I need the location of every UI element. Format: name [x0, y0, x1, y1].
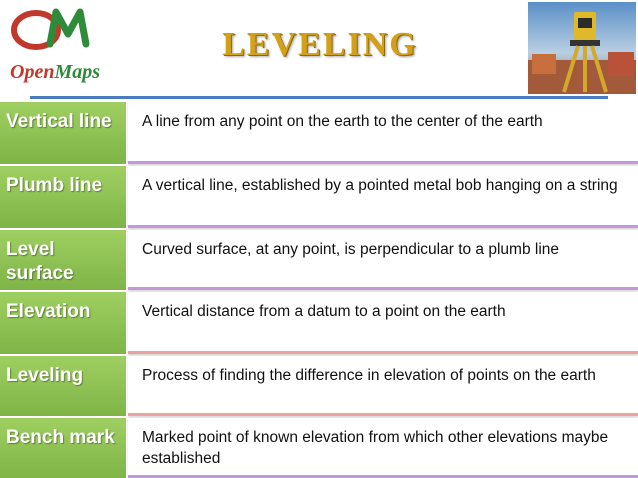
term-cell: Leveling — [0, 356, 126, 416]
openmaps-logo — [6, 4, 116, 88]
om-monogram-icon — [6, 4, 116, 88]
table-row — [0, 418, 638, 478]
page-title: LEVELING — [222, 26, 418, 63]
term-cell: Plumb line — [0, 166, 126, 228]
term-cell: Level surface — [0, 230, 126, 290]
term-cell: Bench mark — [0, 418, 126, 478]
term-cell: Elevation — [0, 292, 126, 354]
definition-cell: Curved surface, at any point, is perpendicular to a plumb line — [128, 230, 638, 290]
table-row — [0, 230, 638, 290]
header-divider — [30, 96, 608, 99]
definition-cell: Vertical distance from a datum to a point on the earth — [128, 292, 638, 354]
definition-cell: A line from any point on the earth to the center of the earth — [128, 102, 638, 164]
definition-cell: A vertical line, established by a pointed metal bob hanging on a string — [128, 166, 638, 228]
table-row — [0, 102, 638, 164]
table-row — [0, 292, 638, 354]
svg-text:OpenMaps: OpenMaps — [10, 61, 101, 83]
table-row — [0, 166, 638, 228]
term-cell: Vertical line — [0, 102, 126, 164]
table-row — [0, 356, 638, 416]
total-station-photo — [528, 2, 636, 94]
definition-cell: Process of finding the difference in elevation of points on the earth — [128, 356, 638, 416]
definition-cell: Marked point of known elevation from which other elevations maybe established — [128, 418, 638, 478]
